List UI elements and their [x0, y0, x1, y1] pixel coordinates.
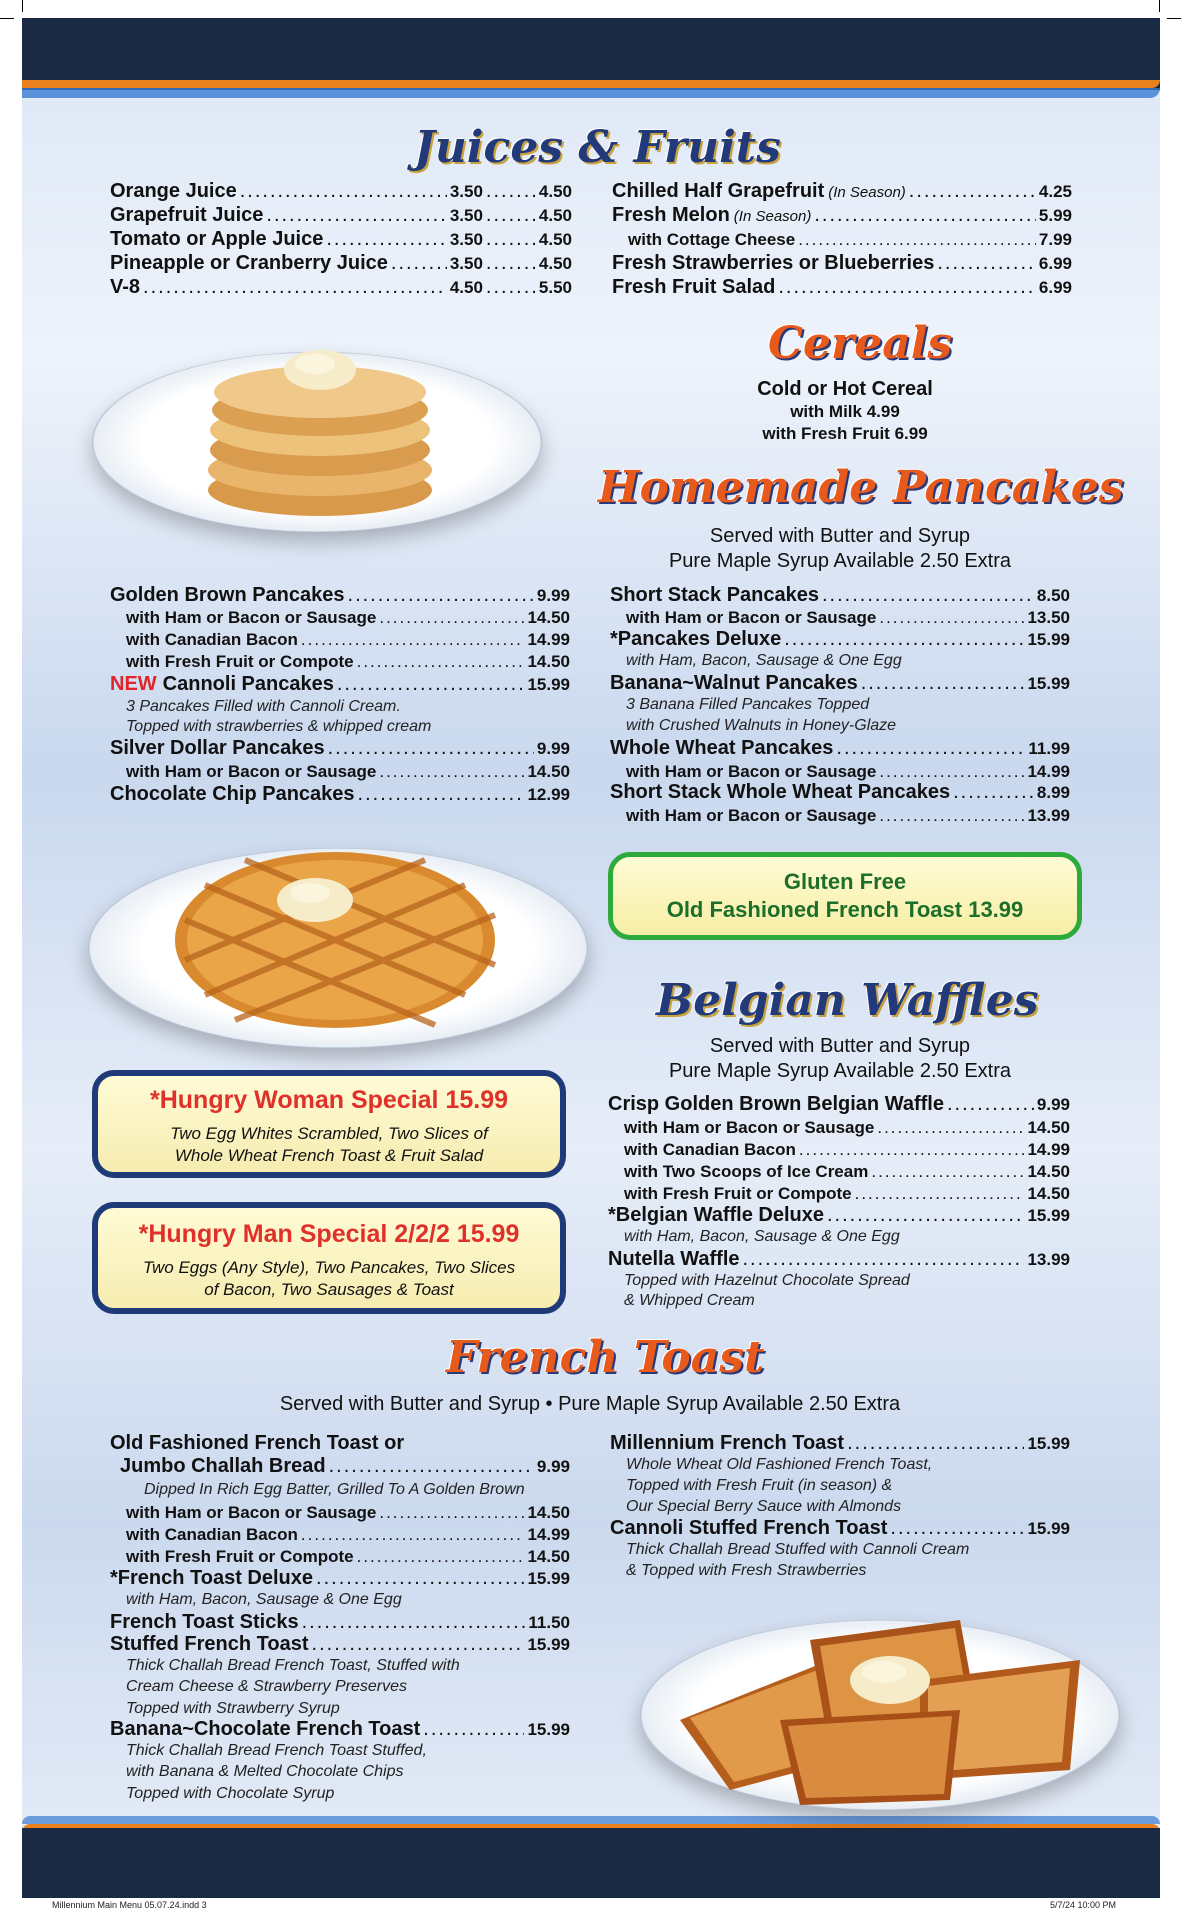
- item-description: Our Special Berry Sauce with Almonds: [626, 1498, 902, 1515]
- item-description: Topped with strawberries & whipped cream: [126, 718, 432, 735]
- item-description: Cream Cheese & Strawberry Preserves: [126, 1678, 407, 1695]
- list-item: Cannoli Stuffed French Toast ..... 15.99: [610, 1517, 1070, 1540]
- juices-title: Juices & Fruits: [414, 122, 781, 173]
- list-item: Orange Juice ..... 3.50 ..... 4.50: [110, 180, 572, 203]
- pancakes-title: Homemade Pancakes: [598, 462, 1124, 513]
- list-item: with Fresh Fruit or Compote ..... 14.50: [126, 652, 570, 672]
- footer-date: 5/7/24 10:00 PM: [1050, 1900, 1117, 1910]
- cereal-line-3: with Fresh Fruit 6.99: [762, 424, 928, 443]
- item-description: Thick Challah Bread Stuffed with Cannoli Cream: [626, 1541, 970, 1558]
- waffle-image: [165, 845, 505, 1035]
- list-item: with Fresh Fruit or Compote ..... 14.50: [126, 1547, 570, 1567]
- hungry-man-title: *Hungry Man Special 2/2/2 15.99: [138, 1220, 520, 1248]
- waffles-served-2: Pure Maple Syrup Available 2.50 Extra: [668, 1060, 1012, 1082]
- list-item: with Cottage Cheese ..... 7.99: [628, 230, 1072, 250]
- waffles-served-1: Served with Butter and Syrup: [709, 1035, 971, 1057]
- hungry-woman-desc-2: Whole Wheat French Toast & Fruit Salad: [174, 1146, 484, 1165]
- item-description: 3 Pancakes Filled with Cannoli Cream.: [126, 698, 401, 715]
- list-item: Chilled Half Grapefruit (In Season) ..... 4.25: [612, 180, 1072, 203]
- list-item: Fresh Fruit Salad ..... 6.99: [612, 276, 1072, 299]
- cereals-title: Cereals: [768, 318, 953, 369]
- hungry-man-desc-2: of Bacon, Two Sausages & Toast: [204, 1280, 454, 1299]
- footer-file-name: Millennium Main Menu 05.07.24.indd 3: [52, 1900, 207, 1910]
- list-item: Short Stack Whole Wheat Pancakes ..... 8.99: [610, 781, 1070, 804]
- bottom-accent-blue: [22, 1816, 1160, 1824]
- list-item: Fresh Strawberries or Blueberries ..... 6.99: [612, 252, 1072, 275]
- new-badge: NEW: [110, 673, 157, 695]
- list-item: Jumbo Challah Bread ..... 9.99: [120, 1455, 570, 1478]
- item-description: Topped with Hazelnut Chocolate Spread: [624, 1272, 910, 1289]
- list-item: V-8 ..... 4.50 ..... 5.50: [110, 276, 572, 299]
- list-item: Nutella Waffle ..... 13.99: [608, 1248, 1070, 1271]
- pancake-stack-image: [200, 330, 440, 520]
- list-item: *French Toast Deluxe ..... 15.99: [110, 1567, 570, 1590]
- list-item: Short Stack Pancakes ..... 8.50: [610, 584, 1070, 607]
- gluten-free-box: [608, 852, 1082, 940]
- item-description: Topped with Strawberry Syrup: [126, 1700, 340, 1717]
- list-item: with Ham or Bacon or Sausage ..... 14.50: [126, 762, 570, 782]
- item-description: & Topped with Fresh Strawberries: [626, 1562, 867, 1579]
- cereal-line-1: Cold or Hot Cereal: [757, 378, 933, 400]
- list-item: French Toast Sticks ..... 11.50: [110, 1611, 570, 1634]
- french-toast-title: French Toast: [446, 1332, 765, 1383]
- crop-mark: [22, 0, 23, 12]
- list-item: with Ham or Bacon or Sausage ..... 13.99: [626, 806, 1070, 826]
- cereal-line-2: with Milk 4.99: [790, 402, 900, 421]
- list-item: with Two Scoops of Ice Cream ..... 14.50: [624, 1162, 1070, 1182]
- french-served: Served with Butter and Syrup • Pure Maple Syrup Available 2.50 Extra: [279, 1393, 901, 1415]
- crop-mark: [1167, 18, 1181, 19]
- list-item: *Belgian Waffle Deluxe ..... 15.99: [608, 1204, 1070, 1227]
- hungry-woman-special-box: [92, 1070, 566, 1178]
- hungry-woman-desc-1: Two Egg Whites Scrambled, Two Slices of: [170, 1124, 488, 1143]
- item-description: with Banana & Melted Chocolate Chips: [126, 1763, 404, 1780]
- list-item: with Fresh Fruit or Compote ..... 14.50: [624, 1184, 1070, 1204]
- list-item: Whole Wheat Pancakes ..... 11.99: [610, 737, 1070, 760]
- list-item: Chocolate Chip Pancakes ..... 12.99: [110, 783, 570, 806]
- item-description: Topped with Fresh Fruit (in season) &: [626, 1477, 893, 1494]
- list-item: Stuffed French Toast ..... 15.99: [110, 1633, 570, 1656]
- list-item: Banana~Walnut Pancakes ..... 15.99: [610, 672, 1070, 695]
- list-item: with Ham or Bacon or Sausage ..... 14.50: [126, 608, 570, 628]
- list-item: Crisp Golden Brown Belgian Waffle ..... 9.99: [608, 1093, 1070, 1116]
- list-item: with Canadian Bacon ..... 14.99: [624, 1140, 1070, 1160]
- pancakes-served-1: Served with Butter and Syrup: [709, 525, 971, 547]
- list-item: with Ham or Bacon or Sausage ..... 13.50: [626, 608, 1070, 628]
- item-description: with Crushed Walnuts in Honey-Glaze: [626, 717, 897, 734]
- list-item: Old Fashioned French Toast or: [110, 1432, 405, 1454]
- list-item: Golden Brown Pancakes ..... 9.99: [110, 584, 570, 607]
- hungry-woman-title: *Hungry Woman Special 15.99: [150, 1086, 508, 1114]
- bottom-banner: [22, 1828, 1160, 1898]
- item-description: Thick Challah Bread French Toast Stuffed,: [126, 1742, 427, 1759]
- list-item: Silver Dollar Pancakes ..... 9.99: [110, 737, 570, 760]
- list-item: Millennium French Toast ..... 15.99: [610, 1432, 1070, 1455]
- list-item: *Pancakes Deluxe ..... 15.99: [610, 628, 1070, 651]
- list-item: Banana~Chocolate French Toast ..... 15.99: [110, 1718, 570, 1741]
- list-item: with Ham or Bacon or Sausage ..... 14.50: [624, 1118, 1070, 1138]
- item-description: Thick Challah Bread French Toast, Stuffed with: [126, 1657, 460, 1674]
- list-item: Tomato or Apple Juice ..... 3.50 ..... 4.50: [110, 228, 572, 251]
- list-item: with Ham or Bacon or Sausage ..... 14.99: [626, 762, 1070, 782]
- crop-mark: [1159, 0, 1160, 12]
- item-description: with Ham, Bacon, Sausage & One Egg: [624, 1228, 900, 1245]
- hungry-man-desc-1: Two Eggs (Any Style), Two Pancakes, Two Slices: [142, 1258, 516, 1277]
- list-item: Fresh Melon (In Season) ..... 5.99: [612, 204, 1072, 227]
- list-item: Grapefruit Juice ..... 3.50 ..... 4.50: [110, 204, 572, 227]
- item-description: Topped with Chocolate Syrup: [126, 1785, 335, 1802]
- crop-mark: [0, 18, 14, 19]
- list-item: Pineapple or Cranberry Juice ..... 3.50 ..... 4.50: [110, 252, 572, 275]
- item-description: Whole Wheat Old Fashioned French Toast,: [626, 1456, 933, 1473]
- item-description: with Ham, Bacon, Sausage & One Egg: [626, 652, 902, 669]
- gluten-line-2: Old Fashioned French Toast 13.99: [666, 897, 1024, 922]
- item-description: 3 Banana Filled Pancakes Topped: [626, 696, 870, 713]
- list-item: with Canadian Bacon ..... 14.99: [126, 1525, 570, 1545]
- pancakes-served-2: Pure Maple Syrup Available 2.50 Extra: [668, 550, 1012, 572]
- list-item: with Canadian Bacon ..... 14.99: [126, 630, 570, 650]
- list-item: with Ham or Bacon or Sausage ..... 14.50: [126, 1503, 570, 1523]
- french-toast-image: [660, 1600, 1100, 1810]
- waffles-title: Belgian Waffles: [656, 975, 1039, 1026]
- top-accent-orange: [22, 80, 1160, 88]
- hungry-man-special-box: [92, 1202, 566, 1314]
- item-description: & Whipped Cream: [624, 1292, 755, 1309]
- gluten-line-1: Gluten Free: [783, 869, 907, 894]
- top-accent-blue: [22, 88, 1160, 98]
- item-description: Dipped In Rich Egg Batter, Grilled To A Golden Brown: [144, 1481, 525, 1498]
- item-description: with Ham, Bacon, Sausage & One Egg: [126, 1591, 402, 1608]
- list-item: NEW Cannoli Pancakes ..... 15.99: [110, 673, 570, 696]
